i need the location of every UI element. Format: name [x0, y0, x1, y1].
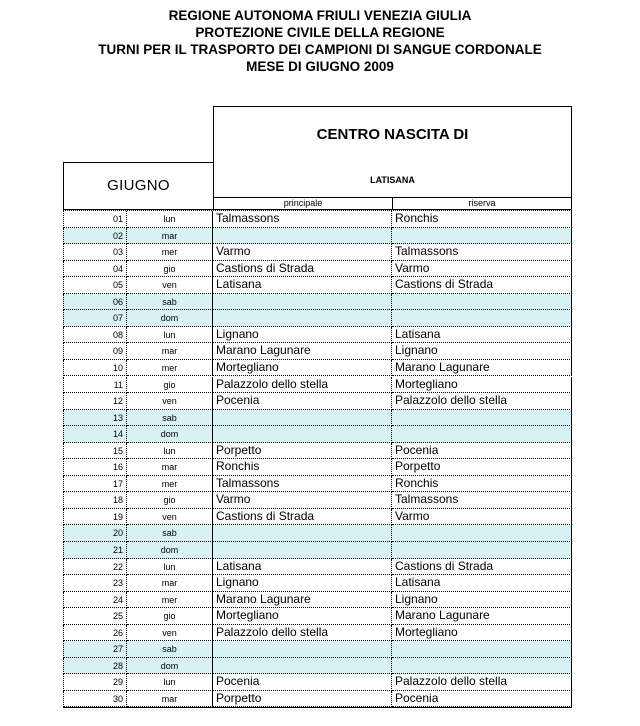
- table-row: [63, 476, 572, 493]
- weekday-cell: sab: [127, 410, 213, 427]
- weekday-cell: dom: [127, 310, 213, 327]
- table-row: [63, 327, 572, 344]
- principale-cell: Marano Lagunare: [213, 592, 392, 609]
- day-cell: 17: [63, 476, 127, 493]
- riserva-cell: Mortegliano: [392, 377, 572, 394]
- riserva-cell: [392, 426, 572, 443]
- riserva-cell: [392, 294, 572, 311]
- day-cell: 11: [63, 377, 127, 394]
- title-line-3: TURNI PER IL TRASPORTO DEI CAMPIONI DI SANGUE CORDONALE: [98, 42, 542, 57]
- principale-cell: Mortegliano: [213, 360, 392, 377]
- principale-cell: Porpetto: [213, 443, 392, 460]
- table-row: [63, 674, 572, 691]
- principale-cell: Ronchis: [213, 459, 392, 476]
- table-row: [63, 360, 572, 377]
- principale-cell: Latisana: [213, 277, 392, 294]
- riserva-cell: Palazzolo dello stella: [392, 674, 572, 691]
- table-row: [63, 277, 572, 294]
- riserva-cell: Latisana: [392, 575, 572, 592]
- riserva-cell: Mortegliano: [392, 625, 572, 642]
- principale-cell: Mortegliano: [213, 608, 392, 625]
- day-cell: 21: [63, 542, 127, 559]
- weekday-cell: mar: [127, 575, 213, 592]
- table-row: [63, 393, 572, 410]
- weekday-cell: lun: [127, 559, 213, 576]
- day-cell: 09: [63, 343, 127, 360]
- weekday-cell: dom: [127, 658, 213, 675]
- weekday-cell: mer: [127, 476, 213, 493]
- day-cell: 24: [63, 592, 127, 609]
- day-cell: 07: [63, 310, 127, 327]
- day-cell: 28: [63, 658, 127, 675]
- day-cell: 19: [63, 509, 127, 526]
- weekday-cell: mar: [127, 228, 213, 245]
- principale-cell: Palazzolo dello stella: [213, 625, 392, 642]
- day-cell: 10: [63, 360, 127, 377]
- day-cell: 20: [63, 525, 127, 542]
- month-header: [63, 162, 214, 210]
- table-bottom-rule: [63, 707, 572, 708]
- riserva-cell: Lignano: [392, 592, 572, 609]
- principale-cell: Palazzolo dello stella: [213, 377, 392, 394]
- riserva-cell: [392, 525, 572, 542]
- weekday-cell: mer: [127, 244, 213, 261]
- table-row: [63, 542, 572, 559]
- table-row: [63, 459, 572, 476]
- principale-cell: [213, 310, 392, 327]
- title-line-2: PROTEZIONE CIVILE DELLA REGIONE: [195, 25, 445, 40]
- col-header-riserva: riserva: [392, 198, 572, 210]
- riserva-cell: Lignano: [392, 343, 572, 360]
- weekday-cell: dom: [127, 426, 213, 443]
- table-row: [63, 426, 572, 443]
- weekday-cell: ven: [127, 625, 213, 642]
- weekday-cell: dom: [127, 542, 213, 559]
- day-cell: 02: [63, 228, 127, 245]
- riserva-cell: Porpetto: [392, 459, 572, 476]
- weekday-cell: gio: [127, 492, 213, 509]
- weekday-cell: mar: [127, 691, 213, 708]
- riserva-cell: Varmo: [392, 261, 572, 278]
- day-cell: 05: [63, 277, 127, 294]
- principale-cell: [213, 658, 392, 675]
- table-row: [63, 625, 572, 642]
- centro-name: LATISANA: [370, 175, 415, 185]
- weekday-cell: sab: [127, 525, 213, 542]
- principale-cell: [213, 525, 392, 542]
- weekday-cell: gio: [127, 608, 213, 625]
- table-row: [63, 244, 572, 261]
- day-cell: 22: [63, 559, 127, 576]
- table-row: [63, 443, 572, 460]
- principale-cell: [213, 641, 392, 658]
- principale-cell: Latisana: [213, 559, 392, 576]
- day-cell: 06: [63, 294, 127, 311]
- table-row: [63, 525, 572, 542]
- table-row: [63, 310, 572, 327]
- weekday-cell: lun: [127, 327, 213, 344]
- day-cell: 26: [63, 625, 127, 642]
- riserva-cell: Talmassons: [392, 492, 572, 509]
- day-cell: 13: [63, 410, 127, 427]
- weekday-cell: lun: [127, 443, 213, 460]
- weekday-cell: sab: [127, 641, 213, 658]
- principale-cell: Castions di Strada: [213, 509, 392, 526]
- table-row: [63, 559, 572, 576]
- principale-cell: Pocenia: [213, 393, 392, 410]
- day-cell: 29: [63, 674, 127, 691]
- day-cell: 23: [63, 575, 127, 592]
- riserva-cell: Talmassons: [392, 244, 572, 261]
- riserva-cell: Palazzolo dello stella: [392, 393, 572, 410]
- title-line-1: REGIONE AUTONOMA FRIULI VENEZIA GIULIA: [168, 8, 472, 23]
- weekday-cell: mar: [127, 343, 213, 360]
- principale-cell: [213, 426, 392, 443]
- table-row: [63, 410, 572, 427]
- month-label: GIUGNO: [107, 177, 170, 194]
- weekday-cell: lun: [127, 211, 213, 228]
- table-row: [63, 377, 572, 394]
- weekday-cell: lun: [127, 674, 213, 691]
- principale-cell: Talmassons: [213, 476, 392, 493]
- riserva-cell: Pocenia: [392, 691, 572, 708]
- table-row: [63, 343, 572, 360]
- principale-cell: Castions di Strada: [213, 261, 392, 278]
- principale-cell: Varmo: [213, 244, 392, 261]
- principale-cell: Lignano: [213, 327, 392, 344]
- riserva-cell: [392, 310, 572, 327]
- riserva-cell: Marano Lagunare: [392, 608, 572, 625]
- table-row: [63, 211, 572, 228]
- table-row: [63, 691, 572, 708]
- riserva-cell: Castions di Strada: [392, 559, 572, 576]
- day-cell: 27: [63, 641, 127, 658]
- weekday-cell: ven: [127, 393, 213, 410]
- principale-cell: [213, 294, 392, 311]
- principale-cell: [213, 542, 392, 559]
- principale-cell: [213, 410, 392, 427]
- table-row: [63, 592, 572, 609]
- centro-title: CENTRO NASCITA DI: [316, 126, 469, 143]
- weekday-cell: mer: [127, 360, 213, 377]
- riserva-cell: Ronchis: [392, 211, 572, 228]
- principale-cell: Pocenia: [213, 674, 392, 691]
- weekday-cell: gio: [127, 377, 213, 394]
- weekday-cell: ven: [127, 509, 213, 526]
- day-cell: 30: [63, 691, 127, 708]
- weekday-cell: mar: [127, 459, 213, 476]
- day-cell: 03: [63, 244, 127, 261]
- table-row: [63, 575, 572, 592]
- day-cell: 04: [63, 261, 127, 278]
- riserva-cell: [392, 641, 572, 658]
- principale-cell: Lignano: [213, 575, 392, 592]
- table-row: [63, 509, 572, 526]
- riserva-cell: Pocenia: [392, 443, 572, 460]
- table-row: [63, 658, 572, 675]
- day-cell: 14: [63, 426, 127, 443]
- riserva-cell: [392, 228, 572, 245]
- title-line-4: MESE DI GIUGNO 2009: [246, 59, 394, 74]
- weekday-cell: gio: [127, 261, 213, 278]
- day-cell: 18: [63, 492, 127, 509]
- table-row: [63, 294, 572, 311]
- riserva-cell: Latisana: [392, 327, 572, 344]
- weekday-cell: ven: [127, 277, 213, 294]
- day-cell: 08: [63, 327, 127, 344]
- col-header-principale: principale: [213, 198, 393, 210]
- riserva-cell: [392, 658, 572, 675]
- riserva-cell: [392, 410, 572, 427]
- day-cell: 25: [63, 608, 127, 625]
- principale-cell: Talmassons: [213, 211, 392, 228]
- riserva-cell: [392, 542, 572, 559]
- riserva-cell: Varmo: [392, 509, 572, 526]
- table-row: [63, 608, 572, 625]
- day-cell: 16: [63, 459, 127, 476]
- centro-nascita-header: [213, 106, 572, 198]
- weekday-cell: mer: [127, 592, 213, 609]
- riserva-cell: Castions di Strada: [392, 277, 572, 294]
- table-row: [63, 641, 572, 658]
- day-cell: 01: [63, 211, 127, 228]
- weekday-cell: sab: [127, 294, 213, 311]
- table-row: [63, 228, 572, 245]
- riserva-cell: Marano Lagunare: [392, 360, 572, 377]
- principale-cell: Marano Lagunare: [213, 343, 392, 360]
- principale-cell: Porpetto: [213, 691, 392, 708]
- table-row: [63, 261, 572, 278]
- principale-cell: [213, 228, 392, 245]
- day-cell: 15: [63, 443, 127, 460]
- riserva-cell: Ronchis: [392, 476, 572, 493]
- day-cell: 12: [63, 393, 127, 410]
- table-row: [63, 492, 572, 509]
- principale-cell: Varmo: [213, 492, 392, 509]
